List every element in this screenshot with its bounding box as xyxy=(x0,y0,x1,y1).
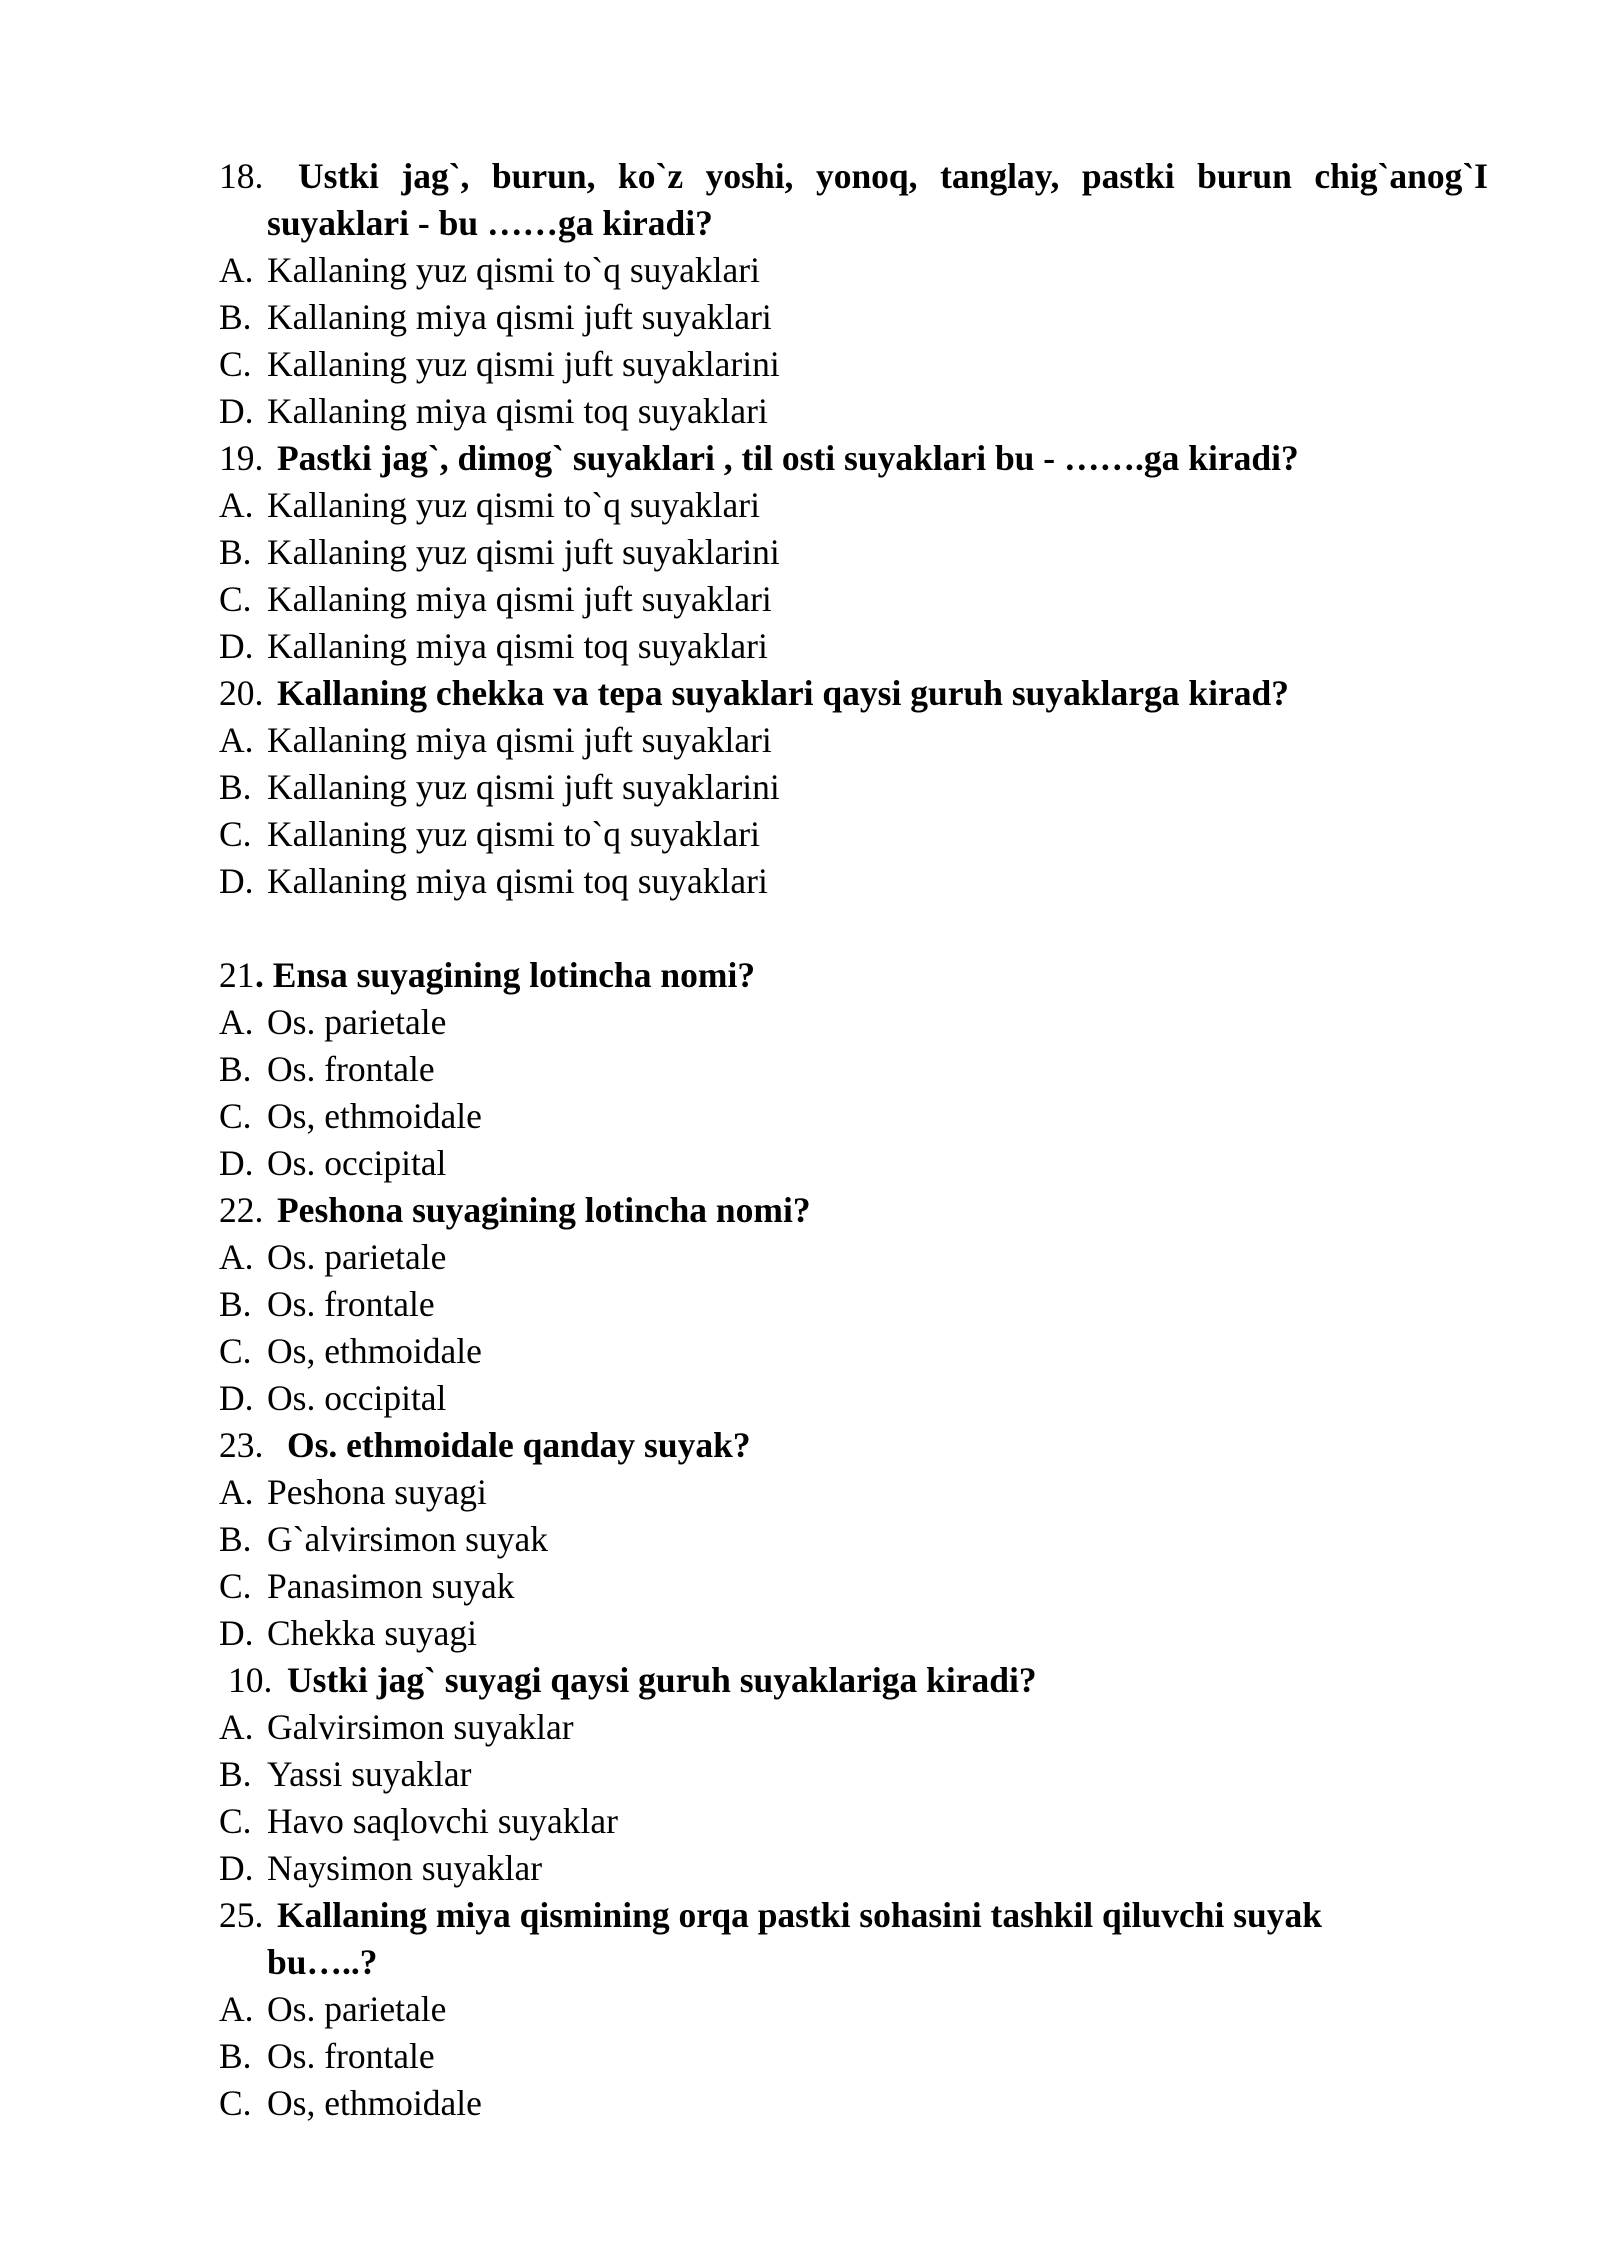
option-text: Kallaning yuz qismi to`q suyaklari xyxy=(267,250,760,290)
option-letter: D. xyxy=(219,1613,254,1653)
option-21-d xyxy=(0,1140,1600,1187)
option-text: Kallaning miya qismi juft suyaklari xyxy=(267,720,772,760)
option-letter: B. xyxy=(219,1284,252,1324)
option-22-b xyxy=(0,1281,1600,1328)
option-letter: D. xyxy=(219,626,254,666)
question-text: Kallaning chekka va tepa suyaklari qaysi guruh suyaklarga kirad? xyxy=(277,673,1289,713)
option-letter: D. xyxy=(219,1378,254,1418)
option-10-b xyxy=(0,1751,1600,1798)
question-23 xyxy=(0,1422,1600,1469)
option-20-c xyxy=(0,811,1600,858)
option-20-a xyxy=(0,717,1600,764)
option-letter: B. xyxy=(219,532,252,572)
question-25-cont xyxy=(0,1939,1600,1986)
option-letter: C. xyxy=(219,2083,252,2123)
option-text: Peshona suyagi xyxy=(267,1472,487,1512)
question-number: 25. xyxy=(219,1895,264,1935)
option-letter: C. xyxy=(219,579,252,619)
option-letter: B. xyxy=(219,767,252,807)
question-22 xyxy=(0,1187,1600,1234)
option-23-b xyxy=(0,1516,1600,1563)
option-text: Naysimon suyaklar xyxy=(267,1848,543,1888)
option-letter: B. xyxy=(219,1754,252,1794)
option-text: Os. occipital xyxy=(267,1378,447,1418)
option-19-a xyxy=(0,482,1600,529)
question-20 xyxy=(0,670,1600,717)
option-25-c xyxy=(0,2080,1600,2127)
option-letter: B. xyxy=(219,297,252,337)
question-number: 21 xyxy=(219,955,255,995)
option-letter: C. xyxy=(219,1096,252,1136)
option-18-c xyxy=(0,341,1600,388)
option-letter: D. xyxy=(219,1143,254,1183)
option-text: Os. frontale xyxy=(267,1049,435,1089)
option-letter: A. xyxy=(219,1707,254,1747)
option-letter: C. xyxy=(219,1331,252,1371)
option-text: Kallaning yuz qismi juft suyaklarini xyxy=(267,767,780,807)
question-text: suyaklari - bu ……ga kiradi? xyxy=(267,203,713,243)
question-number: 22. xyxy=(219,1190,264,1230)
question-25 xyxy=(0,1892,1600,1939)
question-number: 18. xyxy=(219,156,264,196)
option-23-d xyxy=(0,1610,1600,1657)
question-number: 23. xyxy=(219,1425,264,1465)
option-text: Os. frontale xyxy=(267,1284,435,1324)
question-number: 19. xyxy=(219,438,264,478)
option-text: Panasimon suyak xyxy=(267,1566,515,1606)
option-22-d xyxy=(0,1375,1600,1422)
question-text: Os. ethmoidale qanday suyak? xyxy=(287,1425,751,1465)
option-letter: D. xyxy=(219,1848,254,1888)
option-10-d xyxy=(0,1845,1600,1892)
option-19-c xyxy=(0,576,1600,623)
option-letter: D. xyxy=(219,861,254,901)
option-letter: A. xyxy=(219,485,254,525)
question-10 xyxy=(0,1657,1600,1704)
option-22-a xyxy=(0,1234,1600,1281)
option-text: Os, ethmoidale xyxy=(267,2083,482,2123)
option-text: Os, ethmoidale xyxy=(267,1096,482,1136)
option-letter: B. xyxy=(219,1519,252,1559)
option-25-b xyxy=(0,2033,1600,2080)
option-21-a xyxy=(0,999,1600,1046)
question-text: bu…..? xyxy=(267,1942,378,1982)
option-text: Yassi suyaklar xyxy=(267,1754,472,1794)
question-19 xyxy=(0,435,1600,482)
option-letter: A. xyxy=(219,1237,254,1277)
option-19-d xyxy=(0,623,1600,670)
option-text: Kallaning miya qismi toq suyaklari xyxy=(267,626,768,666)
option-text: Kallaning yuz qismi juft suyaklarini xyxy=(267,532,780,572)
option-23-c xyxy=(0,1563,1600,1610)
option-23-a xyxy=(0,1469,1600,1516)
option-letter: C. xyxy=(219,1566,252,1606)
option-text: Kallaning miya qismi juft suyaklari xyxy=(267,579,772,619)
question-21 xyxy=(0,952,1600,999)
option-text: Kallaning yuz qismi to`q suyaklari xyxy=(267,814,760,854)
option-letter: A. xyxy=(219,720,254,760)
option-25-a xyxy=(0,1986,1600,2033)
question-number: 10. xyxy=(228,1660,273,1700)
option-10-a xyxy=(0,1704,1600,1751)
option-text: Os, ethmoidale xyxy=(267,1331,482,1371)
option-letter: A. xyxy=(219,250,254,290)
question-text: Pastki jag`, dimog` suyaklari , til osti suyaklari bu - …….ga kiradi? xyxy=(277,438,1299,478)
option-22-c xyxy=(0,1328,1600,1375)
option-text: Kallaning yuz qismi to`q suyaklari xyxy=(267,485,760,525)
option-letter: C. xyxy=(219,344,252,384)
option-text: Havo saqlovchi suyaklar xyxy=(267,1801,618,1841)
option-19-b xyxy=(0,529,1600,576)
option-text: Galvirsimon suyaklar xyxy=(267,1707,574,1747)
question-number: 20. xyxy=(219,673,264,713)
option-text: Os. parietale xyxy=(267,1237,447,1277)
question-text: Peshona suyagining lotincha nomi? xyxy=(277,1190,811,1230)
option-21-c xyxy=(0,1093,1600,1140)
question-text: Kallaning miya qismining orqa pastki sohasini tashkil qiluvchi suyak xyxy=(277,1895,1322,1935)
option-text: Kallaning miya qismi juft suyaklari xyxy=(267,297,772,337)
option-text: Kallaning miya qismi toq suyaklari xyxy=(267,391,768,431)
option-letter: B. xyxy=(219,2036,252,2076)
option-letter: C. xyxy=(219,1801,252,1841)
option-20-d xyxy=(0,858,1600,905)
option-10-c xyxy=(0,1798,1600,1845)
option-letter: B. xyxy=(219,1049,252,1089)
option-18-d xyxy=(0,388,1600,435)
option-text: Os. parietale xyxy=(267,1002,447,1042)
option-text: G`alvirsimon suyak xyxy=(267,1519,549,1559)
option-text: Os. occipital xyxy=(267,1143,447,1183)
option-18-a xyxy=(0,247,1600,294)
question-text: . Ensa suyagining lotincha nomi? xyxy=(255,955,756,995)
option-21-b xyxy=(0,1046,1600,1093)
option-18-b xyxy=(0,294,1600,341)
option-text: Chekka suyagi xyxy=(267,1613,478,1653)
question-18-cont xyxy=(0,200,1600,247)
option-letter: A. xyxy=(219,1989,254,2029)
option-text: Os. parietale xyxy=(267,1989,447,2029)
option-letter: A. xyxy=(219,1472,254,1512)
option-20-b xyxy=(0,764,1600,811)
question-text: Ustki jag` suyagi qaysi guruh suyaklariga kiradi? xyxy=(287,1660,1037,1700)
question-text: Ustki jag`, burun, ko`z yoshi, yonoq, tanglay, pastki burun chig`anog`I xyxy=(298,156,1488,196)
option-text: Kallaning yuz qismi juft suyaklarini xyxy=(267,344,780,384)
option-text: Kallaning miya qismi toq suyaklari xyxy=(267,861,768,901)
option-letter: A. xyxy=(219,1002,254,1042)
option-text: Os. frontale xyxy=(267,2036,435,2076)
question-18 xyxy=(0,153,1600,200)
option-letter: C. xyxy=(219,814,252,854)
option-letter: D. xyxy=(219,391,254,431)
